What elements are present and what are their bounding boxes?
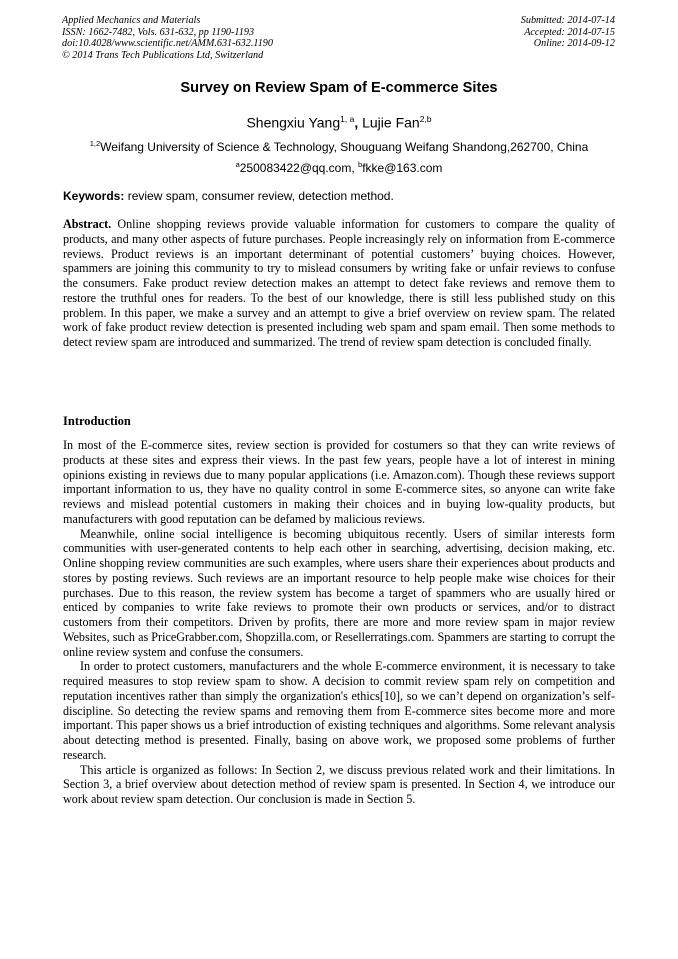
keywords <box>63 189 615 203</box>
copyright-line: © 2014 Trans Tech Publications Ltd, Switzerland <box>62 49 264 61</box>
intro-paragraph-1: In most of the E-commerce sites, review section is provided for costumers so that they can write reviews of products at these sites and express their views. In the past few years, people have a lot of interest in mining opinions existing in reviews due to many popular applications (i.e. Amazon.com). Though these reviews support important information to us, they have no quality control in some E-commerce sites, so anyone can write fake reviews and mislead potential customers in making their choices and in buying low-quality products, but manufacturers with good reputation can be defamed by malicious reviews. <box>63 438 615 526</box>
email-a-superscript: a <box>235 160 240 169</box>
email-b: fkke@163.com <box>362 161 443 175</box>
keywords-label: Keywords: <box>63 189 125 203</box>
accepted-date: Accepted: 2014-07-15 <box>524 26 615 38</box>
abstract <box>63 217 615 350</box>
section-heading-introduction: Introduction <box>63 414 131 428</box>
abstract-text: Online shopping reviews provide valuable information for customers to compare the quality of products, and many other aspects of future purchases. People increasingly rely on information from E-commerce reviews. Product reviews is an important determinant of potential customers’ buying choices. However, spammers are joining this community to try to mislead consumers by writing fake or unfair reviews to confuse the consumers. Fake product review detection makes an attempt to detect fake reviews and remove them to restore the truthful ones for readers. To the best of our knowledge, there is still less published study on this problem. In this paper, we make a survey and an attempt to give a brief overview on review spam. The related work of fake product review detection is presented including web spam and spam email. Then some methods to detect review spam are introduced and summarized. The trend of review spam detection is concluded finally. <box>63 217 615 349</box>
keywords-text: review spam, consumer review, detection method. <box>124 189 394 203</box>
intro-paragraph-2: Meanwhile, online social intelligence is becoming ubiquitous recently. Users of similar interests form communities with user-generated contents to help each other in searching, advertising, decision making, etc. Online shopping review communities are such examples, where users share their experiences about products and stores by posting reviews. Such reviews are an important resource to help people make wise choices for their purchases. Due to this reason, the review system has become a target of spammers who are usually hired or enticed by companies to write fake reviews to promote their own products or services, and/or to distract customers from their competitors. Driven by profits, there are more and more review spam in major review Websites, such as PriceGrabber.com, Shopzilla.com, or Resellerratings.com. Spammers are starting to corrupt the online review system and confuse the consumers. <box>63 526 615 659</box>
affiliation <box>0 139 678 154</box>
email-line <box>0 160 678 175</box>
paper-title: Survey on Review Spam of E-commerce Sites <box>180 80 498 96</box>
journal-name: Applied Mechanics and Materials <box>62 15 201 26</box>
author-2: Lujie Fan <box>362 114 420 131</box>
online-date: Online: 2014-09-12 <box>533 38 615 49</box>
introduction-body <box>63 438 615 807</box>
journal-info <box>62 15 273 61</box>
email-a: 250083422@qq.com, <box>239 161 359 175</box>
intro-paragraph-4: This article is organized as follows: In Section 2, we discuss previous related work and their limitations. In Section 3, a brief overview about detection method of review spam is presented. In Section 4, we introduce our work about review spam detection. Our conclusion is made in Section 5. <box>63 762 615 806</box>
affiliation-superscript: 1,2 <box>89 139 101 148</box>
doi-line: doi:10.4028/www.scientific.net/AMM.631-632.1190 <box>62 38 273 49</box>
submitted-date: Submitted: 2014-07-14 <box>520 15 615 26</box>
author-separator: , <box>354 114 363 131</box>
intro-paragraph-3: In order to protect customers, manufacturers and the whole E-commerce environment, it is necessary to take required measures to stop review spam to show. A decision to commit review spam rely on competition and reputation incentives rather than simply the organization's ethics[10], so we can’t depend on organization’s self-discipline. So detecting the review spams and removing them from E-commerce sites become more and more important. This paper shows us a brief introduction of existing techniques and algorithms. Some relevant analysis about detecting method is presented. Finally, basing on above work, we proposed some problems of further research. <box>63 659 615 762</box>
email-b-superscript: b <box>358 160 363 169</box>
issn-line: ISSN: 1662-7482, Vols. 631-632, pp 1190-1193 <box>62 26 255 38</box>
author-line <box>0 114 678 131</box>
affiliation-text: Weifang University of Science & Technology, Shouguang Weifang Shandong,262700, China <box>100 140 589 154</box>
author-2-superscript: 2,b <box>419 114 432 124</box>
author-1: Shengxiu Yang <box>246 114 341 131</box>
dates-info <box>521 15 615 50</box>
author-1-superscript: 1, a <box>340 114 355 124</box>
abstract-label: Abstract. <box>63 217 112 231</box>
